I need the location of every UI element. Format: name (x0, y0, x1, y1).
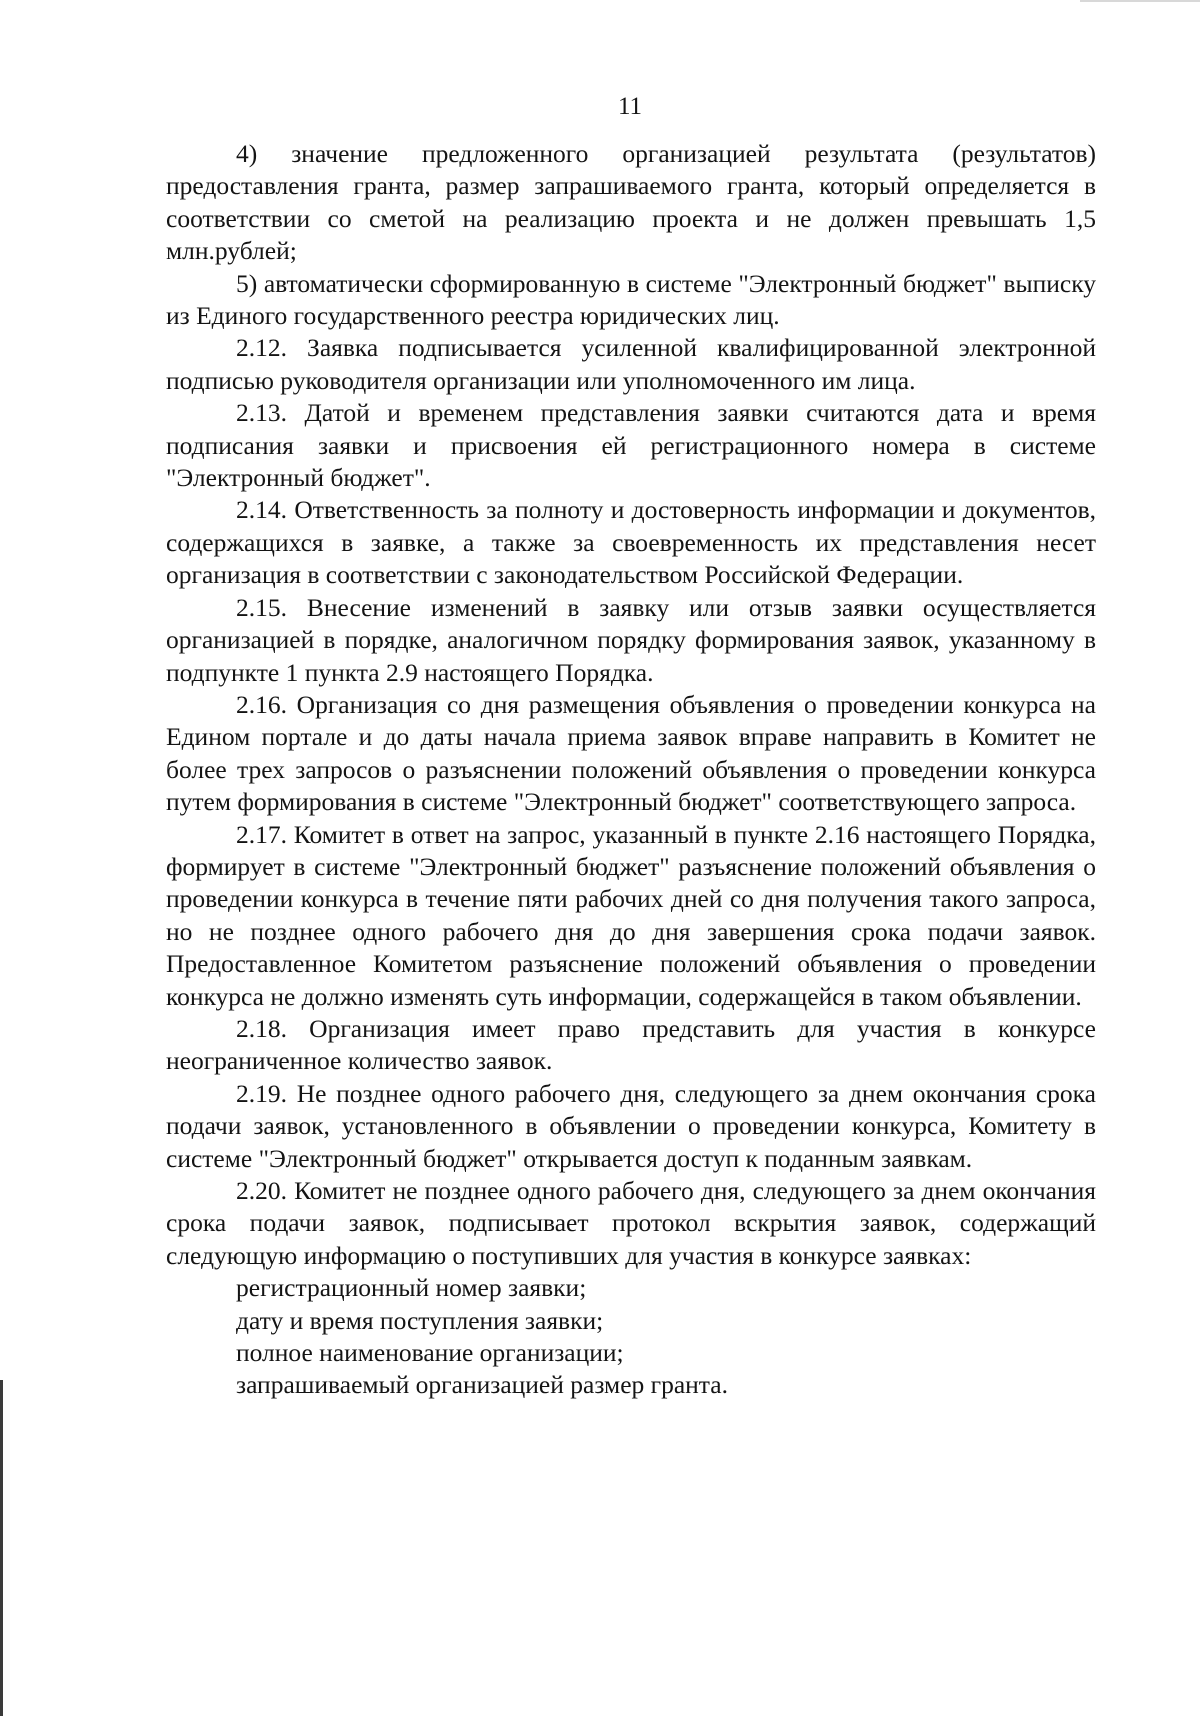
paragraph-2-13: 2.13. Датой и временем представления заявки считаются дата и время подписания заявки и присвоения ей регистрационного номера в системе "Электронный бюджет". (166, 398, 1096, 493)
paragraph-2-20: 2.20. Комитет не позднее одного рабочего дня, следующего за днем окончания срока подачи заявок, подписывает протокол вскрытия заявок, содержащий следующую информацию о поступивших для участия в конкурсе заявках: (166, 1176, 1096, 1270)
scan-edge-mark (1080, 0, 1200, 2)
paragraph-2-18: 2.18. Организация имеет право представить для участия в конкурсе неограниченное количество заявок. (166, 1013, 1096, 1076)
document-body (166, 138, 1096, 1402)
paragraph-2-14: 2.14. Ответственность за полноту и достоверность информации и документов, содержащихся в заявке, а также за своевременность их представления несет организация в соответствии с законодательством Российской Федерации. (166, 495, 1096, 590)
page-number: 11 (617, 93, 643, 120)
paragraph-2-16: 2.16. Организация со дня размещения объявления о проведении конкурса на Едином портале и до даты начала приема заявок вправе направить в Комитет не более трех запросов о разъяснении положений объявления о проведении конкурса путем формирования в системе "Электронный бюджет" соответствующего запроса. (166, 689, 1096, 817)
scan-left-edge (0, 1380, 3, 1716)
paragraph-2-19: 2.19. Не позднее одного рабочего дня, следующего за днем окончания срока подачи заявок, установленного в объявлении о проведении конкурса, Комитету в системе "Электронный бюджет" открывается доступ к поданным заявкам. (166, 1078, 1096, 1173)
paragraph-2-12: 2.12. Заявка подписывается усиленной квалифицированной электронной подписью руководителя организации или уполномоченного им лица. (166, 333, 1096, 395)
paragraph-2-15: 2.15. Внесение изменений в заявку или отзыв заявки осуществляется организацией в порядке, аналогичном порядку формирования заявок, указанному в подпункте 1 пункта 2.9 настоящего Порядка. (166, 592, 1096, 687)
list-item-date-time: дату и время поступления заявки; (236, 1305, 604, 1335)
paragraph-2-17: 2.17. Комитет в ответ на запрос, указанный в пункте 2.16 настоящего Порядка, формирует в системе "Электронный бюджет" разъяснение положений объявления о проведении конкурса в течение пяти рабочих дней со дня получения такого запроса, но не позднее одного рабочего дня до дня завершения срока подачи заявок. Предоставленное Комитетом разъяснение положений объявления о проведении конкурса не должно изменять суть информации, содержащейся в таком объявлении. (166, 819, 1096, 1011)
list-item-organization-name: полное наименование организации; (236, 1338, 624, 1368)
list-item-grant-amount: запрашиваемый организацией размер гранта. (236, 1370, 728, 1400)
paragraph-item-5: 5) автоматически сформированную в системе "Электронный бюджет" выписку из Единого государственного реестра юридических лиц. (166, 268, 1096, 331)
list-item-registration-number: регистрационный номер заявки; (236, 1273, 587, 1303)
paragraph-item-4: 4) значение предложенного организацией результата (результатов) предоставления гранта, размер запрашиваемого гранта, который определяется в соответствии со сметой на реализацию проекта и не должен превышать 1,5 млн.рублей; (166, 139, 1096, 266)
